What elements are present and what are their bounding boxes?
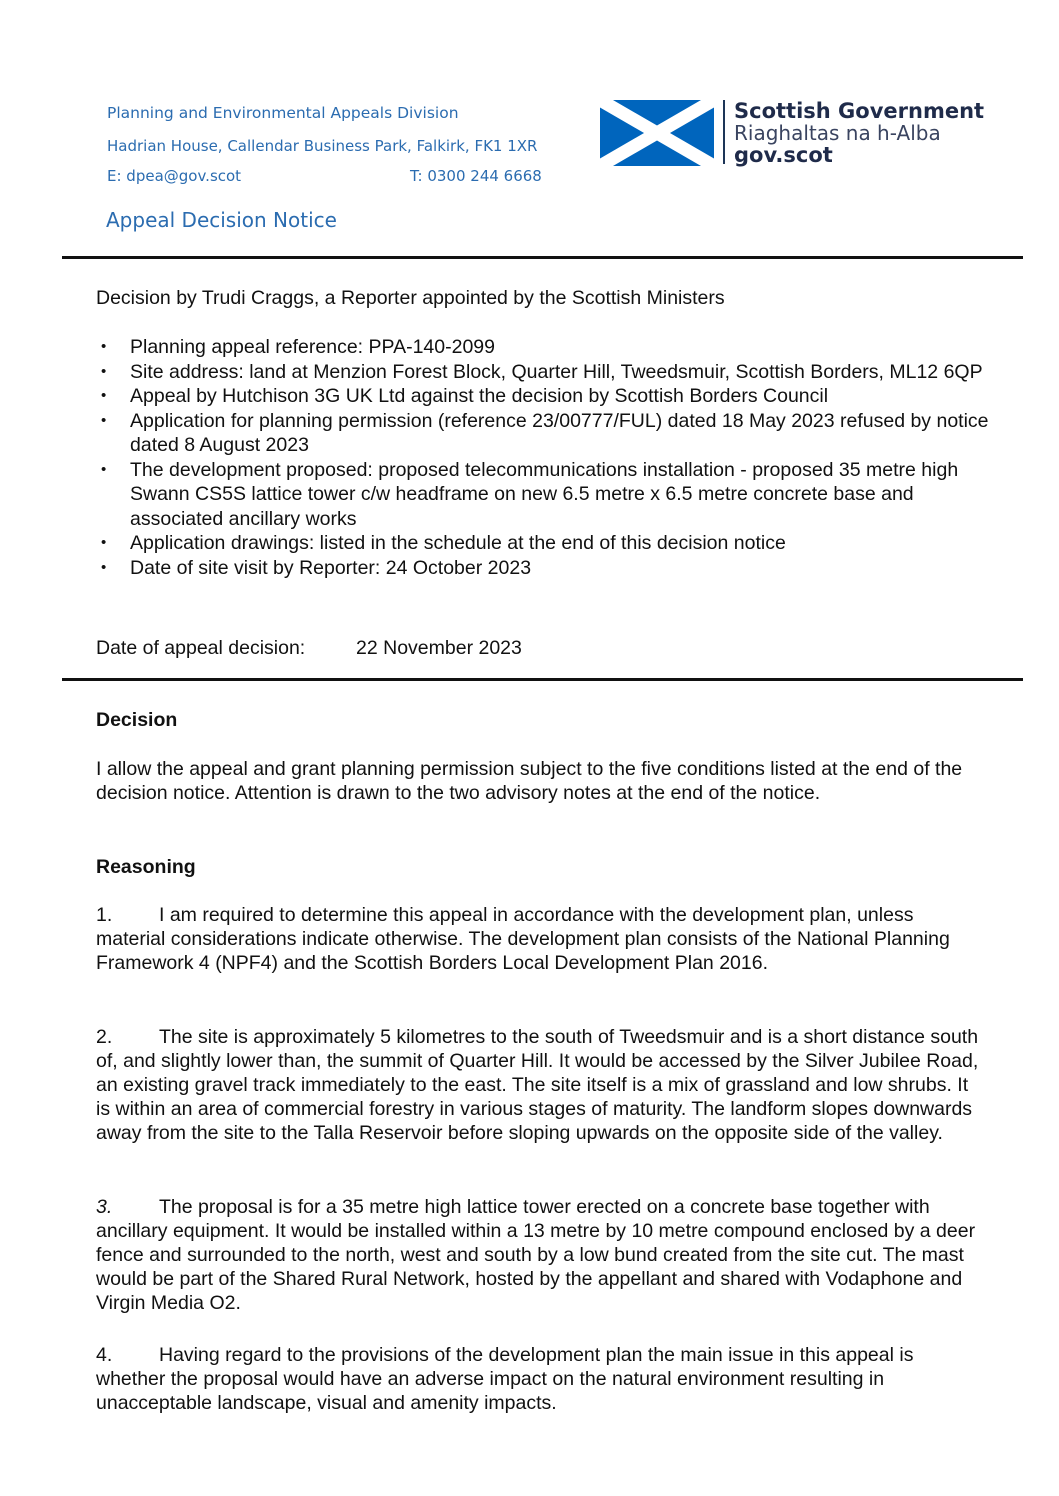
- logo-name-gaelic: Riaghaltas na h-Alba: [734, 121, 941, 145]
- decision-text: I allow the appeal and grant planning permission subject to the five conditions listed at the end of the decision notice. Attention is drawn to the two advisory notes at the end of the notice.: [96, 758, 963, 804]
- fact-drawings: • Application drawings: listed in the schedule at the end of this decision notice: [96, 531, 996, 556]
- top-rule: [62, 256, 1023, 259]
- middle-rule: [62, 678, 1023, 681]
- logo-name-english: Scottish Government: [734, 99, 985, 123]
- fact-application: • Application for planning permission (reference 23/00777/FUL) dated 18 May 2023 refused by notice dated 8 August 2023: [96, 409, 996, 458]
- reasoning-paragraph: [96, 1025, 986, 1145]
- decision-by: Decision by Trudi Craggs, a Reporter appointed by the Scottish Ministers: [96, 287, 725, 309]
- saltire-flag-icon: [600, 100, 714, 166]
- division-name: Planning and Environmental Appeals Division: [107, 104, 459, 122]
- paragraph-text: The proposal is for a 35 metre high lattice tower erected on a concrete base together with ancillary equipment. It would be installed within a 13 metre by 10 metre compound enclosed by a deer fence and surrounded to the north, west and south by a low bund created from the site cut. The mast would be part of the Shared Rural Network, hosted by the appellant and shared with Vodaphone and Virgin Media O2.: [96, 1196, 976, 1314]
- date-of-decision: [96, 637, 522, 660]
- paragraph-text: Having regard to the provisions of the development plan the main issue in this appeal is whether the proposal would have an adverse impact on the natural environment resulting in unacceptable landscape, visual and amenity impacts.: [96, 1344, 914, 1414]
- reasoning-paragraph: [96, 1343, 986, 1415]
- paragraph-number: 1.: [96, 904, 113, 926]
- fact-reference: • Planning appeal reference: PPA-140-2099: [96, 335, 996, 360]
- paragraph-text: I am required to determine this appeal in accordance with the development plan, unless material considerations indicate otherwise. The development plan consists of the National Planning Framework 4 (NPF4) and the Scottish Borders Local Development Plan 2016.: [96, 904, 950, 974]
- paragraph-number: 4.: [96, 1344, 113, 1366]
- date-of-decision-label: Date of appeal decision:: [96, 637, 306, 659]
- paragraph-number: 2.: [96, 1026, 113, 1048]
- reasoning-paragraph: [96, 1195, 986, 1315]
- logo-website: gov.scot: [734, 143, 833, 167]
- document-title: Appeal Decision Notice: [106, 208, 337, 232]
- reasoning-heading: Reasoning: [96, 856, 196, 878]
- date-of-decision-value: 22 November 2023: [356, 637, 522, 659]
- fact-site-visit: • Date of site visit by Reporter: 24 October 2023: [96, 556, 996, 581]
- division-email: E: dpea@gov.scot: [107, 167, 242, 185]
- decision-heading: Decision: [96, 709, 178, 731]
- division-phone: T: 0300 244 6668: [410, 167, 542, 185]
- fact-development: • The development proposed: proposed telecommunications installation - proposed 35 metre high Swann CS5S lattice tower c/w headframe on new 6.5 metre x 6.5 metre concrete base and associated ancillary works: [96, 458, 996, 532]
- fact-appellant: • Appeal by Hutchison 3G UK Ltd against the decision by Scottish Borders Council: [96, 384, 996, 409]
- reasoning-paragraph: [96, 903, 986, 975]
- logo-divider: [723, 100, 725, 164]
- appeal-facts-list: [96, 335, 996, 580]
- paragraph-text: The site is approximately 5 kilometres to the south of Tweedsmuir and is a short distance south of, and slightly lower than, the summit of Quarter Hill. It would be accessed by the Silver Jubilee Road, an existing gravel track immediately to the east. The site itself is a mix of grassland and low shrubs. It is within an area of commercial forestry in various stages of maturity. The landform slopes downwards away from the site to the Talla Reservoir before sloping upwards on the opposite side of the valley.: [96, 1026, 979, 1144]
- division-address: Hadrian House, Callendar Business Park, Falkirk, FK1 1XR: [107, 137, 538, 155]
- fact-site-address: • Site address: land at Menzion Forest Block, Quarter Hill, Tweedsmuir, Scottish Borders, ML12 6QP: [96, 360, 996, 385]
- paragraph-number: 3.: [96, 1196, 113, 1218]
